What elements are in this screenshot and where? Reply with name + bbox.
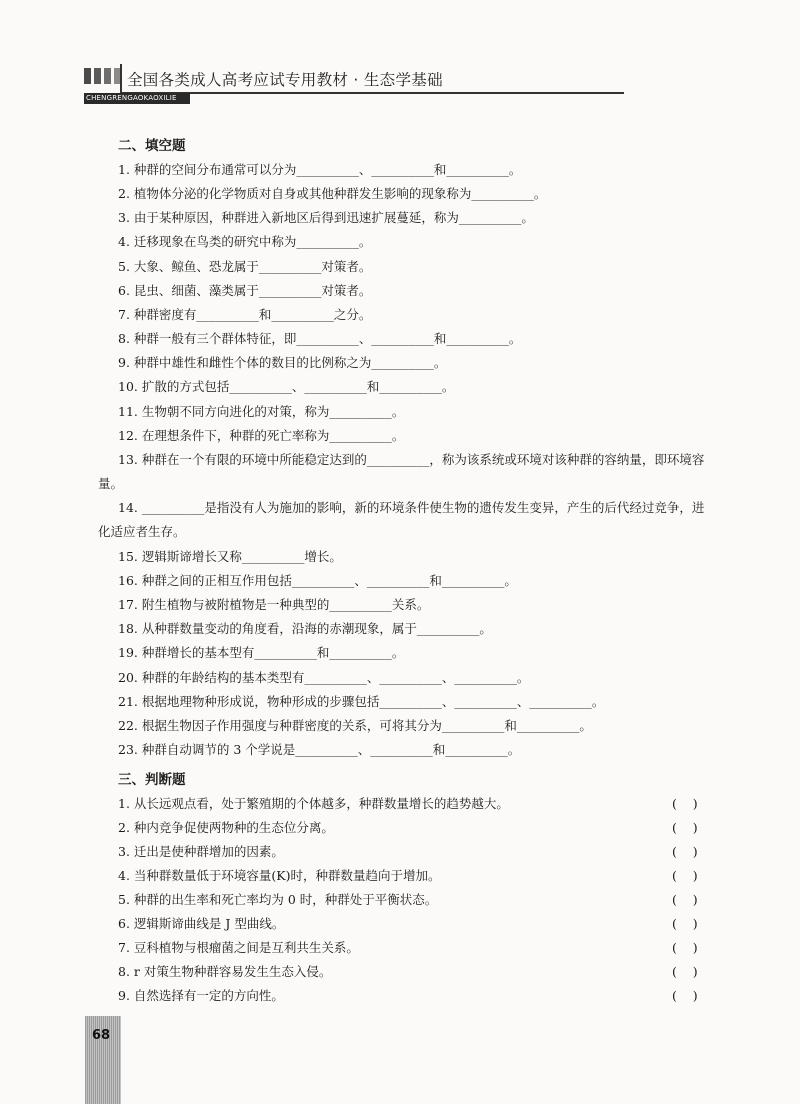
fill-section-title: 二、填空题	[118, 138, 186, 154]
judge-item: 8. r 对策生物种群容易发生生态入侵。	[118, 964, 332, 979]
fill-item: 8. 种群一般有三个群体特征，即__________、__________和__________。	[118, 331, 522, 346]
header-rule	[120, 92, 624, 94]
fill-item: 7. 种群密度有__________和__________之分。	[118, 307, 372, 322]
header-decoration	[84, 68, 121, 84]
fill-item: 12. 在理想条件下，种群的死亡率称为__________。	[118, 428, 405, 443]
fill-item: 11. 生物朝不同方向进化的对策，称为__________。	[118, 404, 405, 419]
header-band-label: CHENGRENGAOKAOXILIE	[84, 93, 190, 104]
fill-item: 18. 从种群数量变动的角度看，沿海的赤潮现象，属于__________。	[118, 621, 492, 636]
answer-paren: ( )	[672, 964, 698, 979]
answer-paren: ( )	[672, 940, 698, 955]
fill-item: 5. 大象、鲸鱼、恐龙属于__________对策者。	[118, 259, 372, 274]
fill-item: 22. 根据生物因子作用强度与种群密度的关系，可将其分为__________和__________。	[118, 718, 592, 733]
judge-item: 3. 迁出是使种群增加的因素。	[118, 844, 284, 859]
judge-item: 7. 豆科植物与根瘤菌之间是互利共生关系。	[118, 940, 359, 955]
answer-paren: ( )	[672, 988, 698, 1003]
fill-item: 9. 种群中雄性和雌性个体的数目的比例称之为__________。	[118, 355, 447, 370]
fill-item: 4. 迁移现象在鸟类的研究中称为__________。	[118, 234, 372, 249]
fill-item: 19. 种群增长的基本型有__________和__________。	[118, 645, 405, 660]
fill-item: 14. __________是指没有人为施加的影响，新的环境条件使生物的遗传发生变异，产生的后代经过竞争，进化适应者生存。	[98, 500, 705, 539]
answer-paren: ( )	[672, 892, 698, 907]
judge-item: 4. 当种群数量低于环境容量(K)时，种群数量趋向于增加。	[118, 868, 441, 883]
fill-item: 13. 种群在一个有限的环境中所能稳定达到的__________，称为该系统或环境对该种群的容纳量，即环境容量。	[98, 452, 705, 491]
answer-paren: ( )	[672, 796, 698, 811]
judge-section-title: 三、判断题	[118, 772, 186, 788]
fill-item: 2. 植物体分泌的化学物质对自身或其他种群发生影响的现象称为__________。	[118, 186, 547, 201]
fill-item: 21. 根据地理物种形成说，物种形成的步骤包括__________、__________、__________。	[118, 694, 605, 709]
answer-paren: ( )	[672, 916, 698, 931]
fill-item: 10. 扩散的方式包括__________、__________和__________。	[118, 379, 455, 394]
judge-item: 5. 种群的出生率和死亡率均为 0 时，种群处于平衡状态。	[118, 892, 438, 907]
fill-item: 20. 种群的年龄结构的基本类型有__________、__________、__________。	[118, 670, 530, 685]
answer-paren: ( )	[672, 820, 698, 835]
fill-item: 6. 昆虫、细菌、藻类属于__________对策者。	[118, 283, 372, 298]
answer-paren: ( )	[672, 868, 698, 883]
judge-item: 6. 逻辑斯谛曲线是 J 型曲线。	[118, 916, 285, 931]
fill-item: 1. 种群的空间分布通常可以分为__________、__________和__________。	[118, 162, 522, 177]
page-number: 68	[92, 1028, 111, 1043]
judge-item: 9. 自然选择有一定的方向性。	[118, 988, 284, 1003]
header-title: 全国各类成人高考应试专用教材 · 生态学基础	[127, 71, 443, 89]
answer-paren: ( )	[672, 844, 698, 859]
header-divider	[120, 64, 122, 92]
judge-item: 2. 种内竞争促使两物种的生态位分离。	[118, 820, 334, 835]
fill-item: 15. 逻辑斯谛增长又称__________增长。	[118, 549, 342, 564]
fill-item: 17. 附生植物与被附植物是一种典型的__________关系。	[118, 597, 430, 612]
fill-item: 3. 由于某种原因，种群进入新地区后得到迅速扩展蔓延，称为__________。	[118, 210, 534, 225]
fill-item: 23. 种群自动调节的 3 个学说是__________、__________和__________。	[118, 742, 521, 757]
fill-item: 16. 种群之间的正相互作用包括__________、__________和__________。	[118, 573, 517, 588]
judge-item: 1. 从长远观点看，处于繁殖期的个体越多，种群数量增长的趋势越大。	[118, 796, 509, 811]
